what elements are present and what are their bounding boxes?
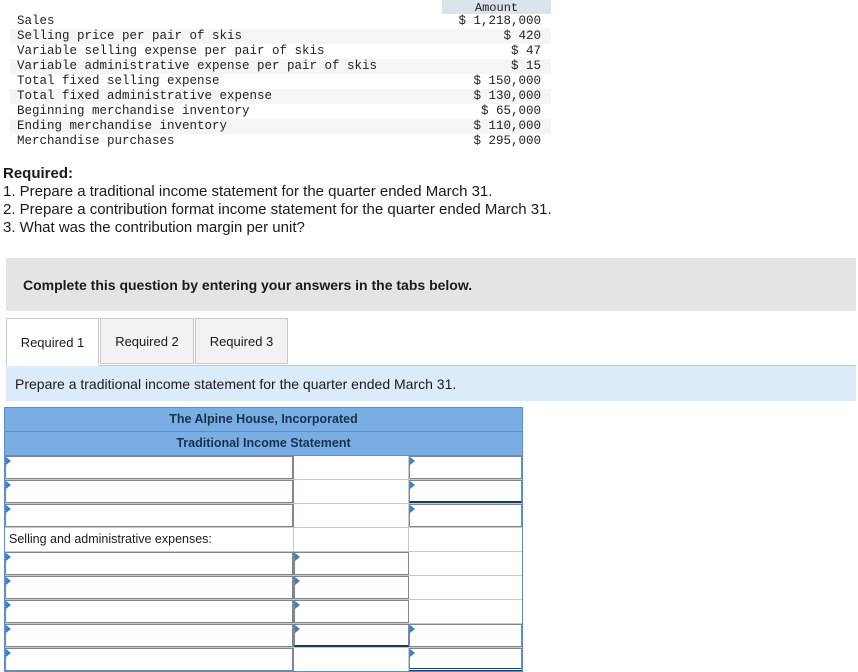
empty-cell [409, 576, 522, 599]
empty-cell [409, 528, 522, 551]
data-row-label: Total fixed selling expense [17, 74, 220, 88]
required-item-2: 2. Prepare a contribution format income statement for the quarter ended March 31. [3, 201, 552, 218]
data-row [10, 74, 551, 89]
amount-column-header: Amount [442, 0, 551, 14]
amount-input[interactable] [409, 480, 522, 503]
account-input[interactable] [5, 648, 294, 671]
empty-cell [409, 600, 522, 623]
data-row-label: Sales [17, 14, 55, 28]
data-row-amount: $ 110,000 [473, 119, 541, 133]
instruction-text: Prepare a traditional income statement for the quarter ended March 31. [15, 375, 457, 392]
account-input[interactable] [5, 624, 294, 647]
empty-cell [409, 552, 522, 575]
amount-input[interactable] [409, 504, 522, 527]
tab-required-1[interactable]: Required 1 [6, 318, 99, 366]
data-row-label: Beginning merchandise inventory [17, 104, 250, 118]
statement-title: Traditional Income Statement [5, 432, 522, 456]
statement-row [5, 576, 522, 600]
amount-input[interactable] [294, 576, 409, 599]
data-table-header [10, 0, 551, 14]
data-row-amount: $ 130,000 [473, 89, 541, 103]
tab-instruction [6, 366, 856, 401]
statement-row [5, 504, 522, 528]
data-row [10, 134, 551, 149]
account-input[interactable] [5, 552, 294, 575]
data-row [10, 89, 551, 104]
data-row-label: Variable administrative expense per pair of skis [17, 59, 378, 73]
data-row-label: Total fixed administrative expense [17, 89, 273, 103]
empty-cell [294, 648, 409, 671]
amount-input[interactable] [294, 552, 409, 575]
amount-input[interactable] [294, 600, 409, 623]
account-input[interactable] [5, 504, 294, 527]
statement-row [5, 480, 522, 504]
empty-cell [294, 528, 409, 551]
data-row-amount: $ 420 [503, 29, 541, 43]
account-input[interactable] [5, 480, 294, 503]
data-row-amount: $ 150,000 [473, 74, 541, 88]
amount-input[interactable] [294, 624, 409, 647]
required-item-1: 1. Prepare a traditional income statement for the quarter ended March 31. [3, 183, 493, 200]
data-row-amount: $ 15 [510, 59, 541, 73]
instructions-banner [6, 258, 856, 311]
data-row [10, 29, 551, 44]
account-input[interactable] [5, 456, 294, 479]
empty-cell [294, 456, 409, 479]
amount-input[interactable] [409, 624, 522, 647]
data-row-amount: $ 65,000 [480, 104, 541, 118]
statement-row [5, 528, 522, 552]
empty-cell [294, 480, 409, 503]
data-table [10, 0, 551, 149]
data-row-amount: $ 1,218,000 [458, 14, 541, 28]
account-input[interactable] [5, 600, 294, 623]
tab-required-3[interactable]: Required 3 [195, 318, 288, 364]
data-row-label: Selling price per pair of skis [17, 29, 243, 43]
statement-row [5, 648, 522, 671]
tab-bar [6, 318, 289, 366]
tab-required-2[interactable]: Required 2 [100, 318, 194, 364]
data-row [10, 119, 551, 134]
data-row-label: Ending merchandise inventory [17, 119, 228, 133]
statement-row [5, 600, 522, 624]
statement-row [5, 552, 522, 576]
required-section [3, 165, 552, 237]
banner-text: Complete this question by entering your answers in the tabs below. [23, 276, 473, 293]
income-statement [4, 407, 523, 672]
data-row [10, 44, 551, 59]
data-row [10, 59, 551, 74]
data-row-label: Merchandise purchases [17, 134, 175, 148]
statement-row [5, 624, 522, 648]
account-input[interactable] [5, 576, 294, 599]
data-row [10, 104, 551, 119]
company-name: The Alpine House, Incorporated [5, 408, 522, 432]
required-item-3: 3. What was the contribution margin per unit? [3, 219, 305, 236]
required-title: Required: [3, 165, 74, 182]
data-row-amount: $ 295,000 [473, 134, 541, 148]
statement-row [5, 456, 522, 480]
amount-input[interactable] [409, 648, 522, 671]
sga-label: Selling and administrative expenses: [5, 528, 294, 551]
data-row [10, 14, 551, 29]
data-row-label: Variable selling expense per pair of skis [17, 44, 325, 58]
data-row-amount: $ 47 [510, 44, 541, 58]
amount-input[interactable] [409, 456, 522, 479]
empty-cell [294, 504, 409, 527]
